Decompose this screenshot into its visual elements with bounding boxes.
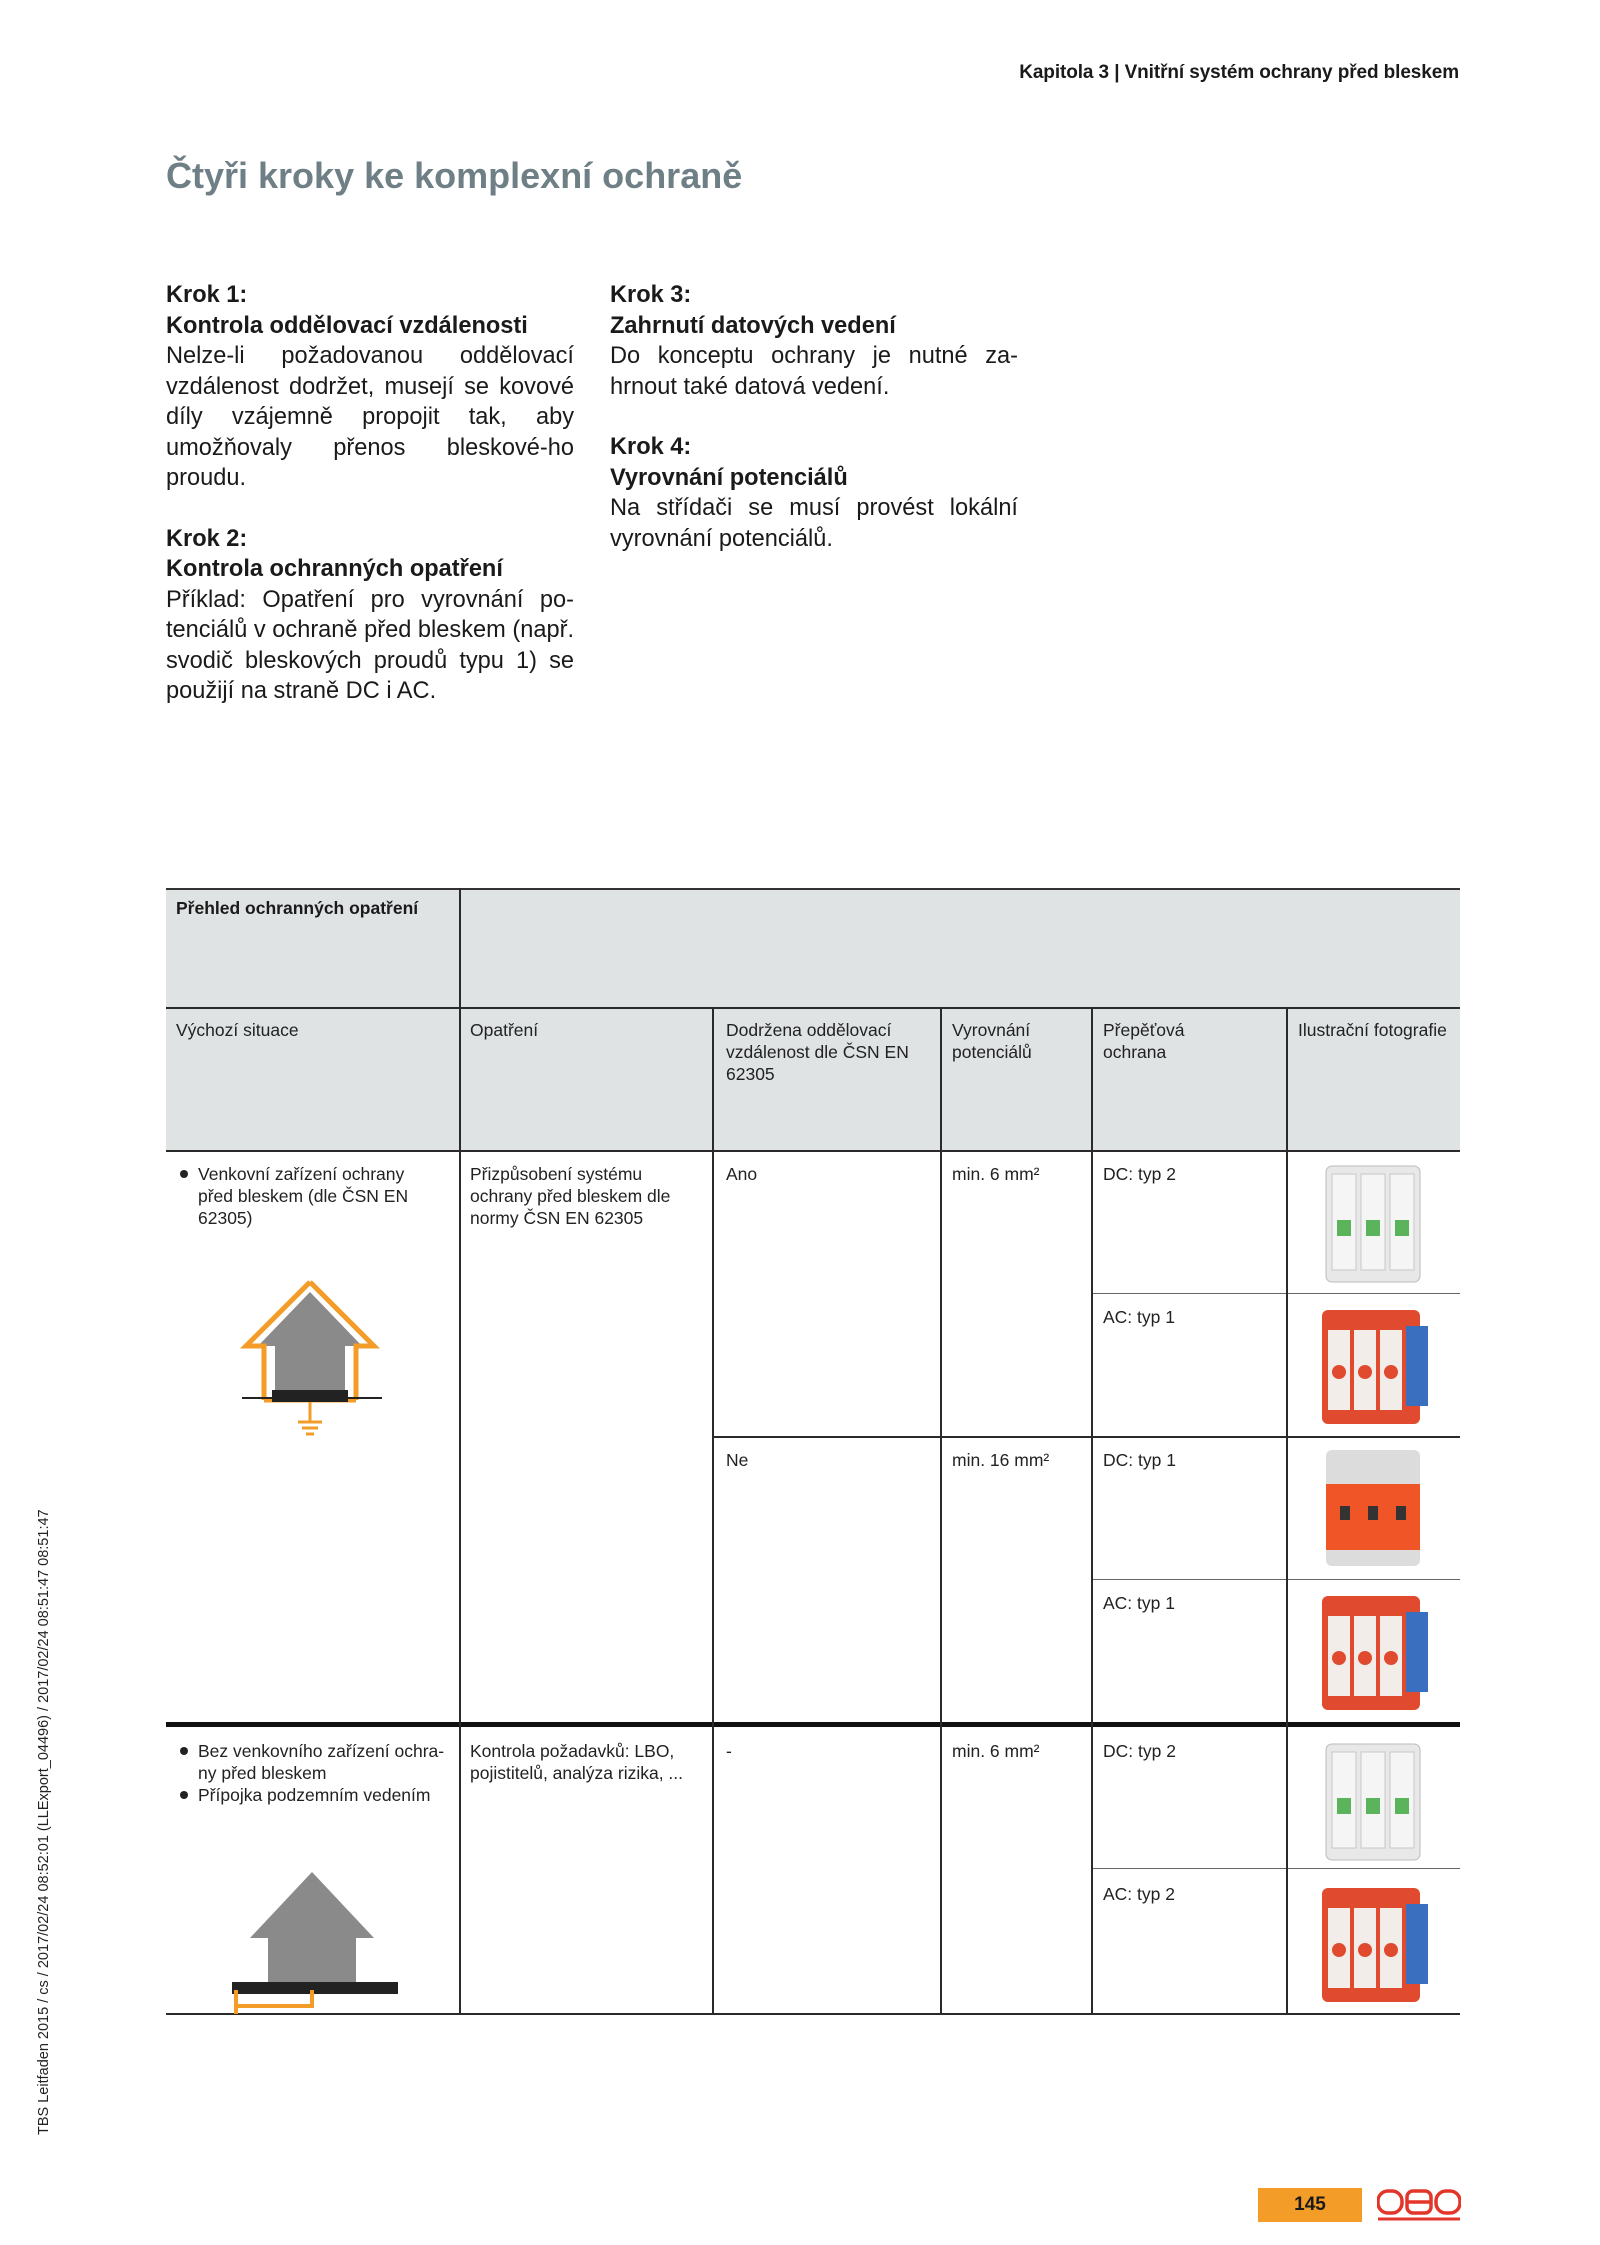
- side-imprint: TBS Leitfaden 2015 / cs / 2017/02/24 08:52:01 (LLExport_04496) / 2017/02/24 08:51:47 08:51:47: [36, 1509, 52, 2135]
- row-2-situation: [176, 1740, 458, 1806]
- row-2-spd-ac: AC: typ 2: [1103, 1884, 1175, 1904]
- row-1-situation: [176, 1163, 426, 1229]
- col-header-photo: Ilustrační fotografie: [1298, 1020, 1447, 1040]
- col-header-situation: Výchozí situace: [176, 1020, 299, 1040]
- red-white-spd-icon: [1316, 1880, 1434, 2008]
- house-with-underground-connection-icon: [222, 1866, 402, 2014]
- step-1-label: Krok 1:: [166, 282, 248, 308]
- steps-column-left: [166, 280, 574, 707]
- red-white-spd-icon: [1316, 1302, 1434, 1430]
- house-with-lightning-protection-icon: [232, 1276, 392, 1446]
- table-col-rule: [1286, 1008, 1288, 2013]
- page-title: Čtyři kroky ke komplexní ochraně: [166, 155, 743, 196]
- row-1a-distance: Ano: [726, 1164, 758, 1184]
- row-1a-spd-dc: DC: typ 2: [1103, 1164, 1176, 1184]
- row-2-spd-dc: DC: typ 2: [1103, 1741, 1176, 1761]
- step-2-heading: Kontrola ochranných opatření: [166, 556, 503, 582]
- chapter-header: Kapitola 3 | Vnitřní systém ochrany před bleskem: [1019, 62, 1459, 83]
- table-section-rule: [166, 1722, 1460, 1727]
- list-item: Venkovní zařízení ochrany před bleskem (dle ČSN EN 62305): [176, 1163, 426, 1229]
- page-number: 145: [1294, 2194, 1326, 2215]
- list-item: Přípojka podzemním vedením: [176, 1784, 458, 1806]
- table-col-rule: [712, 1008, 714, 2013]
- row-1b-distance: Ne: [726, 1450, 749, 1470]
- steps-column-right: [610, 280, 1018, 554]
- step-3-text: Do konceptu ochrany je nutné za-hrnout také datová vedení.: [610, 343, 1018, 400]
- table-rule: [712, 1436, 1460, 1438]
- step-4-label: Krok 4:: [610, 434, 692, 460]
- table-col-rule: [1091, 1008, 1093, 2013]
- obo-logo: [1377, 2187, 1461, 2223]
- col-header-distance: Dodržena oddělovací vzdálenost dle ČSN EN 62305: [726, 1020, 909, 1084]
- step-2-text: Příklad: Opatření pro vyrovnání po-tenciálů v ochraně před bleskem (např. svodič bleskových proudů typu 1) se použijí na straně DC i AC.: [166, 586, 574, 704]
- step-3-heading: Zahrnutí datových vedení: [610, 312, 896, 339]
- row-1b-spd-dc: DC: typ 1: [1103, 1450, 1176, 1470]
- row-2-distance: -: [726, 1741, 732, 1761]
- grey-spd-icon: [1318, 1160, 1428, 1288]
- table-title: Přehled ochranných opatření: [176, 898, 419, 918]
- row-1-measure: Přizpůsobení systému ochrany před bleskem dle normy ČSN EN 62305: [470, 1164, 671, 1228]
- orange-spd-icon: [1318, 1444, 1428, 1572]
- col-header-measure: Opatření: [470, 1020, 539, 1040]
- step-4-heading: Vyrovnání potenciálů: [610, 464, 848, 491]
- row-2-measure: Kontrola požadavků: LBO, pojistitelů, analýza rizika, ...: [470, 1741, 684, 1783]
- table-rule: [166, 1007, 1460, 1009]
- step-4-text: Na střídači se musí provést lokální vyrovnání potenciálů.: [610, 495, 1018, 552]
- row-1a-spd-ac: AC: typ 1: [1103, 1307, 1175, 1327]
- table-rule: [1091, 1868, 1460, 1869]
- row-1b-bonding: min. 16 mm²: [952, 1450, 1050, 1470]
- row-1a-bonding: min. 6 mm²: [952, 1164, 1040, 1184]
- step-2-label: Krok 2:: [166, 525, 248, 552]
- table-rule: [1091, 1579, 1460, 1580]
- table-rule: [1091, 1293, 1460, 1294]
- table-rule: [166, 1150, 1460, 1152]
- red-white-spd-icon: [1316, 1588, 1434, 1716]
- list-item: Bez venkovního zařízení ochra-ny před bleskem: [176, 1740, 458, 1784]
- step-1-text: Nelze-li požadovanou oddělovací vzdálenost dodržet, musejí se kovové díly vzájemně propojit tak, aby umožňovaly přenos bleskové-ho proudu.: [166, 343, 574, 491]
- col-header-bonding: Vyrovnání potenciálů: [952, 1020, 1032, 1062]
- table-col-rule: [459, 888, 461, 2013]
- table-col-rule: [940, 1008, 942, 2013]
- row-1b-spd-ac: AC: typ 1: [1103, 1593, 1175, 1613]
- row-2-bonding: min. 6 mm²: [952, 1741, 1040, 1761]
- grey-spd-icon: [1318, 1738, 1428, 1866]
- col-header-spd: Přepěťová ochrana: [1103, 1020, 1185, 1062]
- step-1-heading: Kontrola oddělovací vzdálenosti: [166, 312, 528, 339]
- step-3-label: Krok 3:: [610, 282, 692, 308]
